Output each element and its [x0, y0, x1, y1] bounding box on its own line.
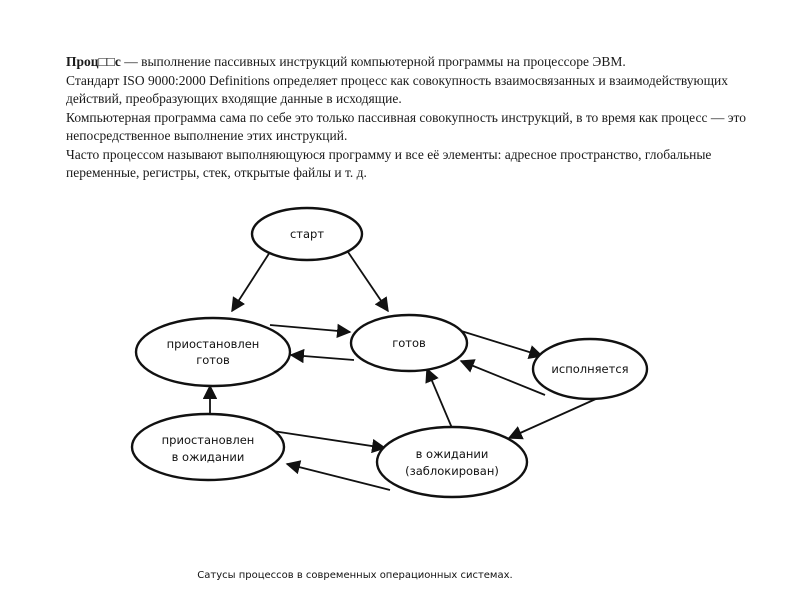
- term-process: Проц□□с: [66, 54, 121, 69]
- node-suspended-waiting-label-1: приостановлен: [161, 433, 255, 447]
- paragraph-1-rest: — выполнение пассивных инструкций компьютерной программы на процессоре ЭВМ.: [120, 54, 626, 69]
- node-start-label: старт: [289, 227, 325, 241]
- node-suspended-ready: [136, 318, 290, 386]
- node-suspended-ready-label-2: готов: [196, 353, 230, 367]
- node-suspended-ready-label-1: приостановлен: [166, 337, 260, 351]
- node-suspended-waiting-label-2: в ожидании: [171, 450, 245, 464]
- node-waiting: [377, 427, 527, 497]
- node-ready-label: готов: [392, 336, 426, 350]
- edge-start-to-suspended-ready: [232, 252, 270, 311]
- paragraph-3: Компьютерная программа сама по себе это только пассивная совокупность инструкций, в то время как процесс — это непосредственное выполнение этих инструкций.: [66, 109, 746, 143]
- node-waiting-label-1: в ожидании: [415, 447, 489, 461]
- edge-ready-to-suspended-ready: [291, 355, 354, 360]
- edge-start-to-ready: [348, 252, 388, 311]
- node-start: [252, 208, 362, 260]
- paragraph-4: Часто процессом называют выполняющуюся программу и все её элементы: адресное пространство, глобальные переменные, регистры, стек, открытые файлы и т. д.: [66, 146, 712, 180]
- node-suspended-waiting: [132, 414, 284, 480]
- node-suspended-waiting-shape: [132, 414, 284, 480]
- edge-ready-to-running: [458, 330, 542, 356]
- edge-waiting-to-ready: [427, 369, 452, 428]
- node-waiting-shape: [377, 427, 527, 497]
- diagram-caption: Сатусы процессов в современных операционных системах.: [197, 570, 513, 581]
- edge-running-to-waiting: [509, 398, 598, 438]
- node-running: [533, 339, 647, 399]
- paragraph-2: Стандарт ISO 9000:2000 Definitions определяет процесс как совокупность взаимосвязанных и взаимодействующих действий, преобразующих входящие данные в исходящие.: [66, 72, 729, 106]
- edge-waiting-to-suspended-waiting: [287, 464, 390, 490]
- node-waiting-label-2: (заблокирован): [405, 464, 499, 478]
- node-running-label: исполняется: [551, 362, 629, 376]
- node-suspended-ready-shape: [136, 318, 290, 386]
- node-ready: [351, 315, 467, 371]
- edge-suspended-ready-to-ready: [270, 325, 350, 332]
